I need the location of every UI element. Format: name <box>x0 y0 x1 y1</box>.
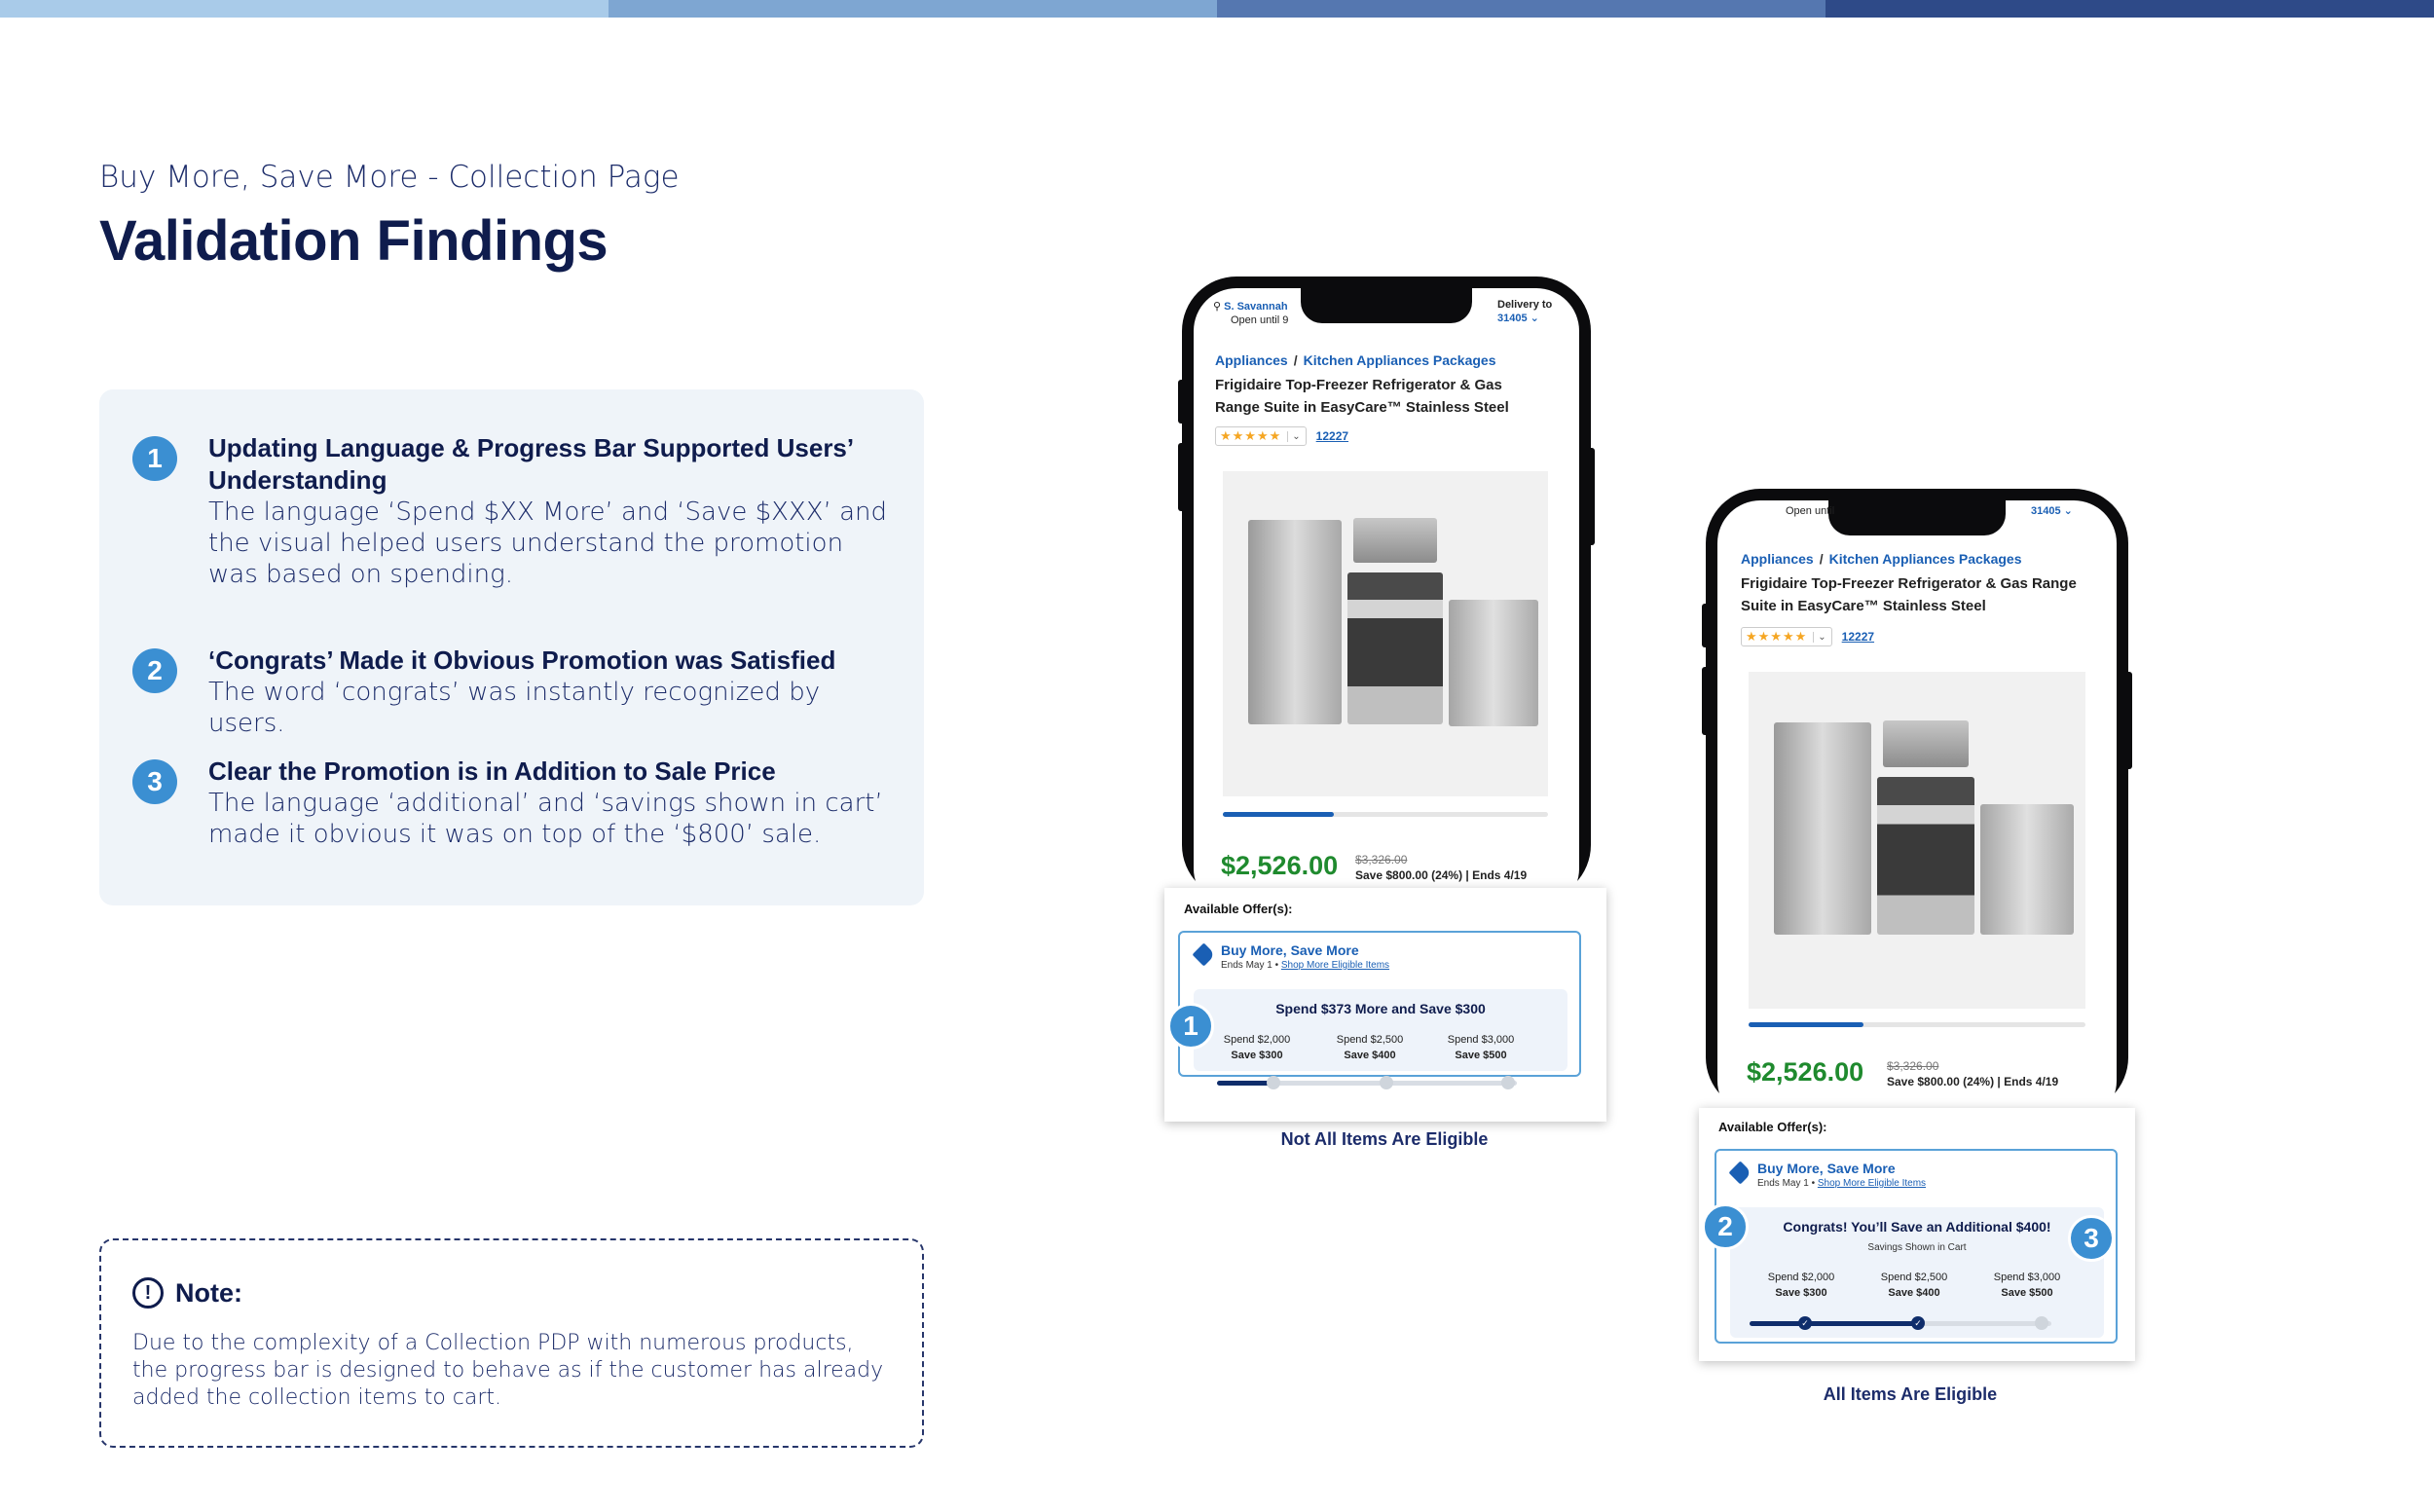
location-pin-icon: ⚲ <box>1213 301 1222 313</box>
offer-box[interactable] <box>1715 1149 2118 1344</box>
refrigerator-image <box>1774 722 1871 935</box>
finding-heading: Updating Language & Progress Bar Supported Users’ Understanding <box>208 433 853 495</box>
tier-milestone-dot <box>2035 1316 2048 1330</box>
rating-row[interactable] <box>1741 627 1874 646</box>
tier-message: Spend $373 More and Save $300 <box>1275 1001 1486 1016</box>
finding-body: The language ‘additional’ and ‘savings shown in cart’ made it obvious it was on top of the ‘$800’ sale. <box>208 789 883 849</box>
phone2-caption: All Items Are Eligible <box>1823 1384 1998 1404</box>
top-color-bar <box>0 0 2434 18</box>
phone-notch <box>1828 500 2006 535</box>
review-count-link[interactable]: 12227 <box>1841 630 1875 644</box>
top-bar-segment-1 <box>0 0 608 18</box>
star-rating: ★★★★★ <box>1746 629 1808 644</box>
store-name[interactable]: S. Savannah <box>1224 301 1288 313</box>
chevron-down-icon: ⌄ <box>1287 431 1301 442</box>
delivery-label: Delivery to <box>1497 299 1553 311</box>
tier-milestone-dot <box>1267 1076 1280 1089</box>
phone-notch <box>1301 288 1472 323</box>
tier-spend: Spend $2,500 <box>1880 1272 1948 1283</box>
phone-mockup-2 <box>1706 489 2128 1112</box>
phone-mockup-1 <box>1182 277 1591 900</box>
tier-subtext: Savings Shown in Cart <box>1867 1242 1967 1253</box>
tier-2 <box>1870 1270 1958 1301</box>
refrigerator-image <box>1248 520 1342 724</box>
spend-progress-fill <box>1750 1321 1916 1326</box>
chevron-down-icon: ⌄ <box>1813 632 1826 643</box>
check-icon: ✓ <box>1798 1316 1812 1330</box>
tier-1 <box>1213 1032 1301 1063</box>
dishwasher-image <box>1449 600 1538 726</box>
was-price: $3,326.00 <box>1887 1059 1939 1073</box>
exclamation-circle-icon: ! <box>132 1277 164 1309</box>
offer-name: Buy More, Save More <box>1221 942 1359 958</box>
delivery-zip: 31405 <box>1497 313 1528 324</box>
breadcrumb-link[interactable]: Kitchen Appliances Packages <box>1303 352 1496 368</box>
breadcrumb-link[interactable]: Appliances <box>1741 551 1814 567</box>
review-count-link[interactable]: 12227 <box>1315 429 1349 443</box>
phone-screen <box>1717 500 2117 1124</box>
offer-ends <box>1757 1178 1926 1189</box>
tier-spend: Spend $2,500 <box>1336 1034 1404 1046</box>
finding-number-badge: 2 <box>132 648 177 693</box>
phone1-caption: Not All Items Are Eligible <box>1280 1129 1489 1149</box>
offer-end-date: Ends May 1 • <box>1757 1178 1816 1189</box>
callout-badge-2: 2 <box>1702 1203 1749 1250</box>
tier-save: Save $500 <box>2001 1287 2053 1299</box>
tier-spend: Spend $2,000 <box>1223 1034 1291 1046</box>
store-hours: Open until 9 <box>1231 314 1289 326</box>
callout-badge-1: 1 <box>1167 1003 1214 1050</box>
offer-box[interactable] <box>1178 931 1581 1077</box>
note-box <box>99 1238 924 1448</box>
sale-price: $2,526.00 <box>1221 851 1339 880</box>
finding-number-badge: 1 <box>132 436 177 481</box>
breadcrumb: Appliances / Kitchen Appliances Packages <box>1741 551 2022 567</box>
finding-1 <box>132 432 892 590</box>
tier-save: Save $300 <box>1231 1050 1283 1061</box>
delivery-info[interactable] <box>1497 298 1552 325</box>
breadcrumb-link[interactable]: Appliances <box>1215 352 1288 368</box>
finding-body: The language ‘Spend $XX More’ and ‘Save $XXX’ and the visual helped users understand the promotion was based on spending. <box>208 498 888 589</box>
tier-save: Save $500 <box>1455 1050 1507 1061</box>
range-image <box>1347 572 1443 724</box>
breadcrumb: Appliances / Kitchen Appliances Packages <box>1215 352 1496 368</box>
product-image[interactable] <box>1749 672 2085 1009</box>
savings-text: Save $800.00 (24%) | Ends 4/19 <box>1887 1075 2059 1088</box>
image-carousel-progress <box>1749 1022 2085 1027</box>
microwave-image <box>1353 518 1437 563</box>
offers-label: Available Offer(s): <box>1184 902 1293 916</box>
product-image[interactable] <box>1223 471 1548 796</box>
tier-panel <box>1194 989 1567 1071</box>
rating-row[interactable] <box>1215 426 1348 446</box>
finding-number-badge: 3 <box>132 759 177 804</box>
store-hours: Open until <box>1786 505 1835 517</box>
offer-end-date: Ends May 1 • <box>1221 960 1279 971</box>
offer-name: Buy More, Save More <box>1757 1161 1896 1176</box>
shop-eligible-items-link[interactable]: Shop More Eligible Items <box>1280 960 1390 971</box>
tier-message: Congrats! You’ll Save an Additional $400! <box>1783 1219 2051 1235</box>
finding-2 <box>132 645 892 739</box>
finding-heading: ‘Congrats’ Made it Obvious Promotion was Satisfied <box>208 645 836 675</box>
top-bar-segment-2 <box>608 0 1217 18</box>
image-carousel-progress <box>1223 812 1548 817</box>
tier-3 <box>1437 1032 1525 1063</box>
was-price: $3,326.00 <box>1355 853 1408 867</box>
microwave-image <box>1883 720 1969 767</box>
tag-icon <box>1192 942 1215 966</box>
tier-milestone-dot <box>1380 1076 1393 1089</box>
breadcrumb-link[interactable]: Kitchen Appliances Packages <box>1828 551 2022 567</box>
tier-save: Save $400 <box>1888 1287 1940 1299</box>
finding-heading: Clear the Promotion is in Addition to Sale Price <box>208 756 776 786</box>
tier-spend: Spend $3,000 <box>1993 1272 2061 1283</box>
tier-save: Save $300 <box>1775 1287 1827 1299</box>
phone-screen <box>1194 288 1579 911</box>
delivery-info[interactable] <box>2031 504 2073 518</box>
product-title: Frigidaire Top-Freezer Refrigerator & Gas Range Suite in EasyCare™ Stainless Steel <box>1215 377 1509 416</box>
chevron-down-icon: ⌄ <box>2060 505 2073 517</box>
range-image <box>1877 777 1974 935</box>
star-rating: ★★★★★ <box>1220 428 1282 443</box>
dishwasher-image <box>1980 804 2074 935</box>
shop-eligible-items-link[interactable]: Shop More Eligible Items <box>1817 1178 1927 1189</box>
callout-badge-3: 3 <box>2068 1215 2115 1262</box>
note-body: Due to the complexity of a Collection PDP with numerous products, the progress bar is designed to behave as if the customer has already added the collection items to cart. <box>132 1331 884 1410</box>
offers-label: Available Offer(s): <box>1718 1120 1827 1134</box>
page-title: Validation Findings <box>99 209 608 273</box>
tier-2 <box>1326 1032 1414 1063</box>
check-icon: ✓ <box>1911 1316 1925 1330</box>
product-title: Frigidaire Top-Freezer Refrigerator & Gas Range Suite in EasyCare™ Stainless Steel <box>1741 575 2077 614</box>
finding-3 <box>132 756 892 850</box>
store-info <box>1213 300 1288 327</box>
findings-panel <box>99 389 924 905</box>
top-bar-segment-3 <box>1217 0 1826 18</box>
spend-progress-fill <box>1217 1081 1272 1086</box>
tier-save: Save $400 <box>1344 1050 1396 1061</box>
delivery-zip: 31405 <box>2031 505 2061 517</box>
chevron-down-icon: ⌄ <box>1527 313 1539 324</box>
tag-icon <box>1728 1161 1752 1184</box>
tier-3 <box>1983 1270 2071 1301</box>
note-title: Note: <box>175 1277 242 1308</box>
tier-1 <box>1757 1270 1845 1301</box>
savings-text: Save $800.00 (24%) | Ends 4/19 <box>1355 868 1528 882</box>
sale-price: $2,526.00 <box>1747 1057 1864 1087</box>
offer-ends <box>1221 960 1389 971</box>
page-subtitle: Buy More, Save More - Collection Page <box>99 160 680 195</box>
top-bar-segment-4 <box>1826 0 2434 18</box>
tier-spend: Spend $2,000 <box>1767 1272 1835 1283</box>
finding-body: The word ‘congrats’ was instantly recognized by users. <box>208 678 821 738</box>
tier-milestone-dot <box>1501 1076 1515 1089</box>
tier-spend: Spend $3,000 <box>1447 1034 1515 1046</box>
